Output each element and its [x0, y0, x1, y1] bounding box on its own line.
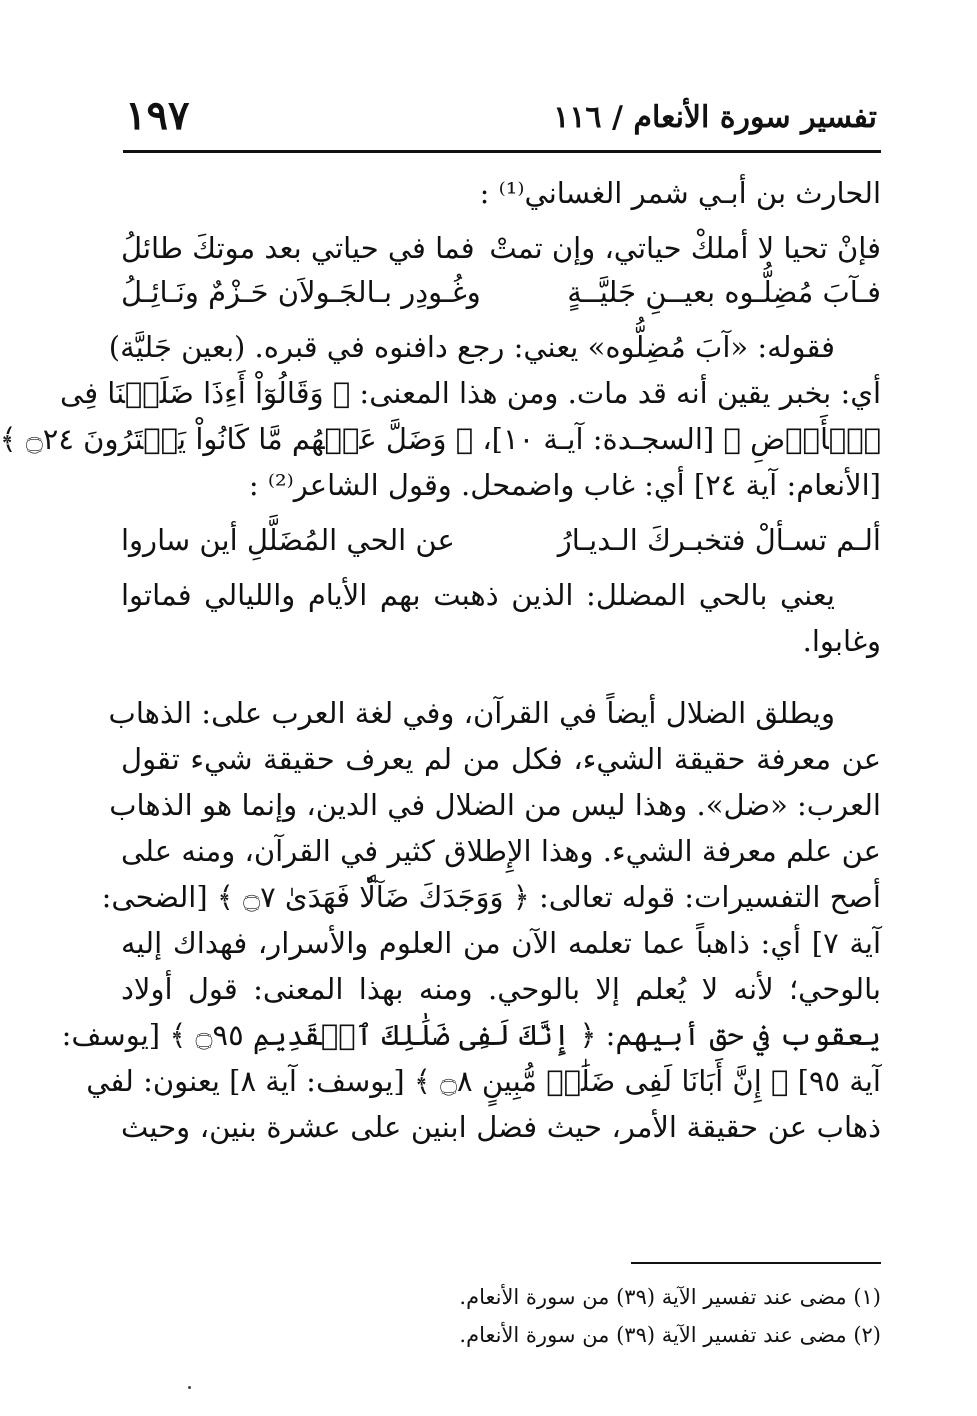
- text-line: بالوحي؛ لأنه لا يُعلم إلا بالوحي. ومنه بهذا المعنى: قول أولاد: [121, 972, 881, 1006]
- poetry-verse: [121, 226, 881, 270]
- text-line: العرب: «ضل». وهذا ليس من الضلال في الدين، وإنما هو الذهاب: [109, 788, 881, 822]
- poetry-verse: [121, 270, 881, 314]
- text-line: يعقوب في حق أبيهم: ﴿ إِنَّكَ لَفِى ضَلَٰلِكَ ٱلۡقَدِيمِ ۝٩٥ ﴾ [يوسف:: [61, 1018, 881, 1052]
- text-line: ويطلق الضلال أيضاً في القرآن، وفي لغة العرب على: الذهاب: [108, 696, 835, 730]
- text-line: وغابوا.: [802, 624, 881, 658]
- footnote: (١) مضى عند تفسير الآية (٣٩) من سورة الأنعام.: [459, 1285, 881, 1309]
- page-number: ١٩٧: [125, 92, 190, 139]
- header-rule: [123, 150, 881, 153]
- text-line: ٱلۡأَرۡضِ ﴾ [السجـدة: آيـة ١٠]، ﴿ وَضَلَّ عَنۡهُم مَّا كَانُواْ يَفۡتَرُونَ ۝٢٤ ﴾: [0, 422, 881, 456]
- text-line: [الأنعام: آية ٢٤] أي: غاب واضمحل. وقول الشاعر⁽²⁾ :: [248, 468, 881, 502]
- text-line: ذهاب عن حقيقة الأمر، حيث فضل ابنين على عشرة بنين، وحيث: [121, 1110, 881, 1144]
- verse-hemistich: عن الحي المُضَلَّلِ أين ساروا: [121, 523, 455, 557]
- verse-hemistich: وغُـودِر بـالجَـولاَن حَـزْمٌ ونَـائِـلُ: [121, 275, 481, 309]
- text-line: أي: بخبر يقين أنه قد مات. ومن هذا المعنى: ﴿ وَقَالُوٓاْ أَءِذَا ضَلَلۡنَا فِى: [60, 376, 881, 410]
- footnotes: [121, 1278, 881, 1354]
- text-line: يعني بالحي المضلل: الذين ذهبت بهم الأيام والليالي فماتوا: [121, 578, 835, 612]
- text-line: الحارث بن أبـي شمر الغساني⁽¹⁾ :: [479, 176, 881, 210]
- verse-hemistich: فما في حياتي بعد موتكَ طائلُ: [121, 231, 475, 265]
- verse-hemistich: فإنْ تحيا لا أملكْ حياتي، وإن تمتْ: [489, 231, 881, 265]
- page-header: [125, 92, 877, 148]
- footnote-rule: [631, 1262, 881, 1264]
- main-text: [0, 170, 881, 1150]
- text-line: آية ٩٥] ﴿ إِنَّ أَبَانَا لَفِى ضَلَٰلٖ مُّبِينٍ ۝٨ ﴾ [يوسف: آية ٨] يعنون: لفي: [86, 1064, 881, 1098]
- text-line: عن علم معرفة الشيء. وهذا الإِطلاق كثير في القرآن، ومنه على: [121, 834, 881, 868]
- verse-hemistich: فـآبَ مُضِلُّـوه بعيــنِ جَليَّــةٍ: [567, 275, 881, 309]
- footnote: (٢) مضى عند تفسير الآية (٣٩) من سورة الأنعام.: [459, 1323, 881, 1347]
- text-line: عن معرفة حقيقة الشيء، فكل من لم يعرف حقيقة شيء تقول: [121, 742, 881, 776]
- poetry-verse: [121, 518, 881, 562]
- text-line: أصح التفسيرات: قوله تعالى: ﴿ وَوَجَدَكَ ضَآلّٗا فَهَدَىٰ ۝٧ ﴾ [الضحى:: [101, 880, 881, 914]
- text-line: فقوله: «آبَ مُضِلُّوه» يعني: رجع دافنوه في قبره. (بعين جَليَّة): [108, 330, 835, 364]
- text-line: آية ٧] أي: ذاهباً عما تعلمه الآن من العلوم والأسرار، فهداك إليه: [121, 926, 881, 960]
- verse-hemistich: ألـم تسـألْ فتخبـركَ الـديـارُ: [557, 523, 881, 557]
- print-speck: [188, 1386, 191, 1389]
- running-title: تفسير سورة الأنعام / ١١٦: [553, 100, 877, 135]
